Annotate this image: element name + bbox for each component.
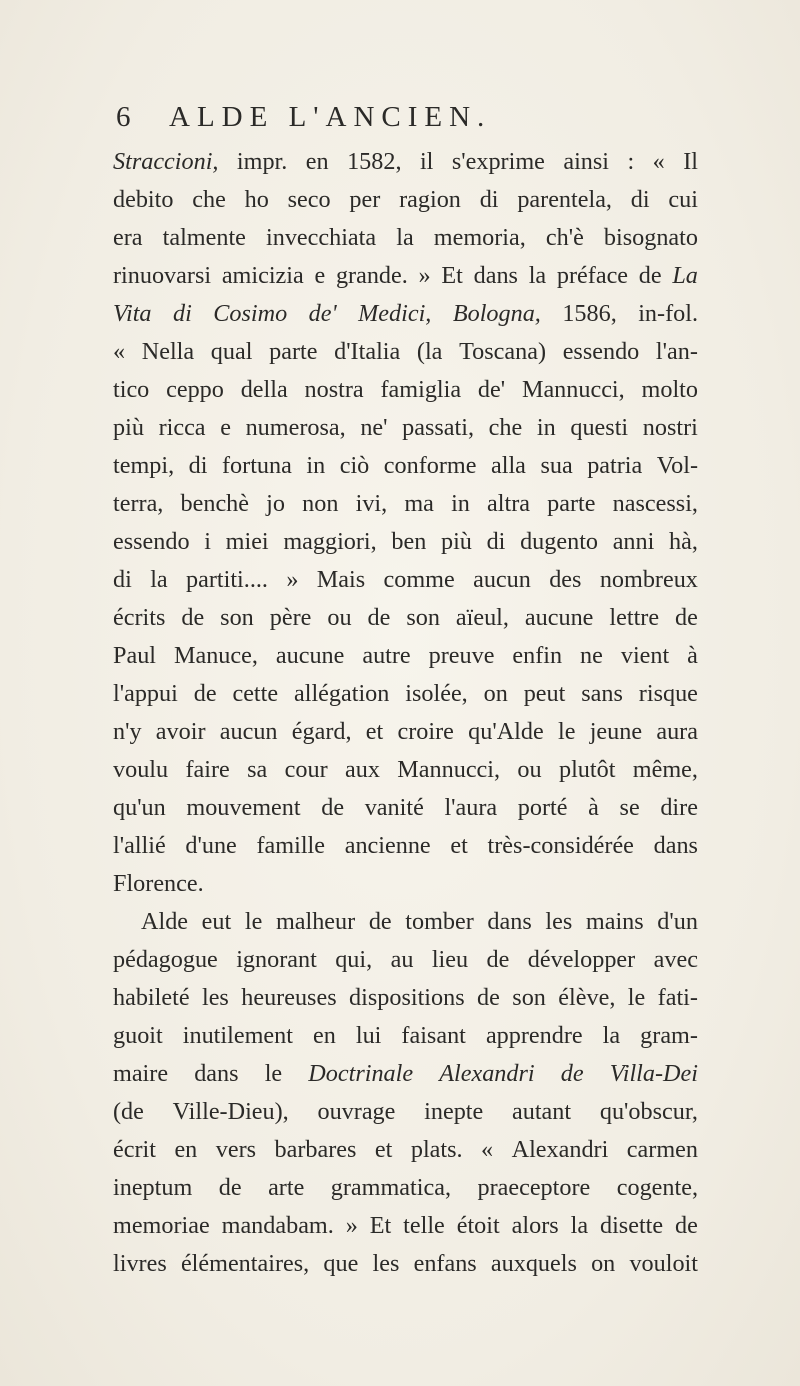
text-line: ineptum de arte grammatica, praeceptore cogente, (113, 1174, 698, 1201)
text-line: Florence. (113, 870, 204, 897)
text-line: guoit inutilement en lui faisant apprendre la gram- (113, 1022, 698, 1049)
text-line: qu'un mouvement de vanité l'aura porté à se dire (113, 794, 698, 821)
text-line: maire dans le Doctrinale Alexandri de Villa-Dei (113, 1060, 698, 1087)
text-line: debito che ho seco per ragion di parentela, di cui (113, 186, 698, 213)
text-line: più ricca e numerosa, ne' passati, che in questi nostri (113, 414, 698, 441)
text-line: Straccioni, impr. en 1582, il s'exprime ainsi : « Il (113, 148, 698, 175)
text-line: Vita di Cosimo de' Medici, Bologna, 1586, in-fol. (113, 300, 698, 327)
text-line: di la partiti.... » Mais comme aucun des nombreux (113, 566, 698, 593)
text-line: livres élémentaires, que les enfans auxquels on vouloit (113, 1250, 698, 1277)
text-line: voulu faire sa cour aux Mannucci, ou plutôt même, (113, 756, 698, 783)
text-line: essendo i miei maggiori, ben più di dugento anni hà, (113, 528, 698, 555)
text-line: pédagogue ignorant qui, au lieu de développer avec (113, 946, 698, 973)
page-number: 6 (116, 101, 131, 133)
text-line: n'y avoir aucun égard, et croire qu'Alde le jeune aura (113, 718, 698, 745)
text-line: Alde eut le malheur de tomber dans les mains d'un (141, 908, 698, 935)
text-line: tico ceppo della nostra famiglia de' Mannucci, molto (113, 376, 698, 403)
text-line: terra, benchè jo non ivi, ma in altra parte nascessi, (113, 490, 698, 517)
text-line: era talmente invecchiata la memoria, ch'è bisognato (113, 224, 698, 251)
text-line: « Nella qual parte d'Italia (la Toscana) essendo l'an- (113, 338, 698, 365)
text-line: écrit en vers barbares et plats. « Alexandri carmen (113, 1136, 698, 1163)
text-line: habileté les heureuses dispositions de son élève, le fati- (113, 984, 698, 1011)
running-title: ALDE L'ANCIEN. (169, 101, 492, 133)
text-line: (de Ville-Dieu), ouvrage inepte autant qu'obscur, (113, 1098, 698, 1125)
running-head (116, 101, 676, 141)
text-line: tempi, di fortuna in ciò conforme alla sua patria Vol- (113, 452, 698, 479)
body-text (113, 148, 698, 1288)
text-line: l'appui de cette allégation isolée, on peut sans risque (113, 680, 698, 707)
text-line: écrits de son père ou de son aïeul, aucune lettre de (113, 604, 698, 631)
text-line: l'allié d'une famille ancienne et très-considérée dans (113, 832, 698, 859)
text-line: rinuovarsi amicizia e grande. » Et dans la préface de La (113, 262, 698, 289)
text-line: Paul Manuce, aucune autre preuve enfin ne vient à (113, 642, 698, 669)
text-line: memoriae mandabam. » Et telle étoit alors la disette de (113, 1212, 698, 1239)
